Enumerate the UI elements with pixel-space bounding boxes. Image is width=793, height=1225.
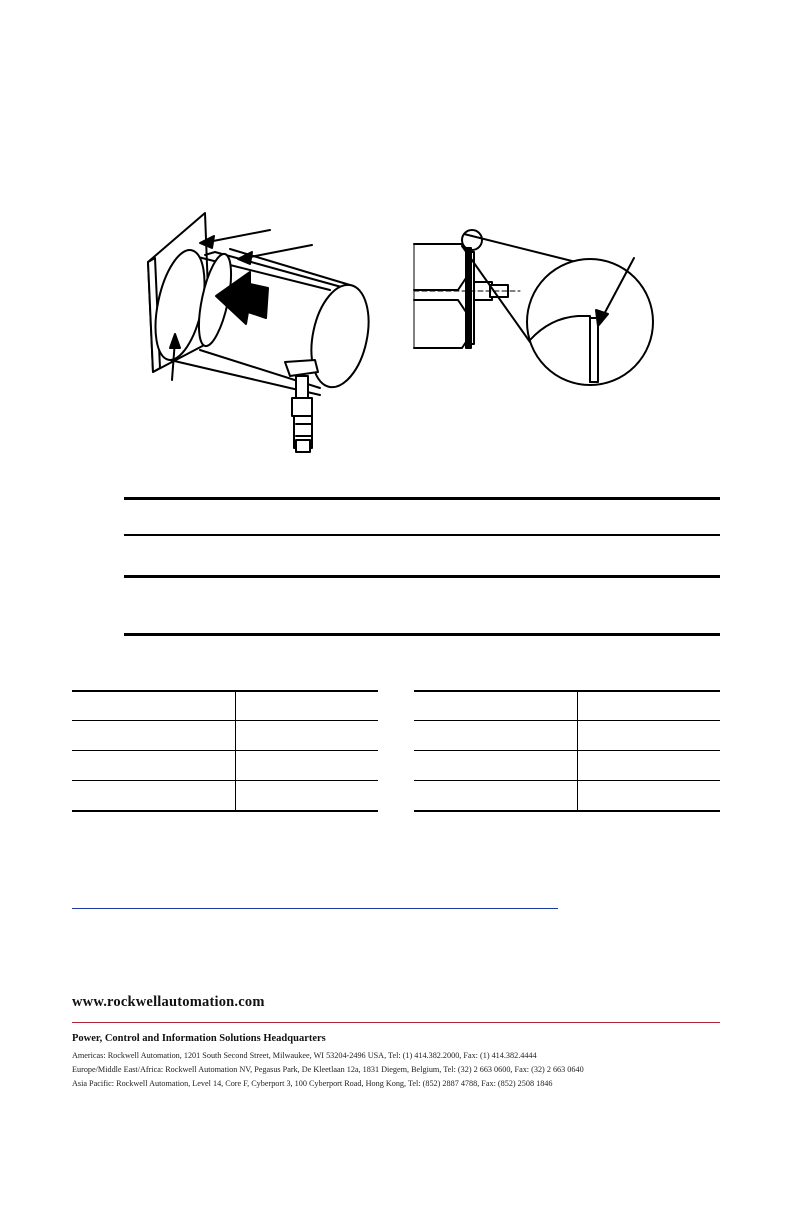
footer-website[interactable]: www.rockwellautomation.com xyxy=(72,994,265,1010)
table-row xyxy=(414,750,720,751)
note-rule-4 xyxy=(124,633,720,636)
note-rule-2 xyxy=(124,534,720,536)
encoder-cylinder xyxy=(147,246,377,395)
table-row xyxy=(414,720,720,721)
headquarters-title: Power, Control and Information Solutions Headquarters xyxy=(72,1033,326,1044)
table-row xyxy=(72,810,378,812)
table-row xyxy=(72,780,378,781)
note-rule-3 xyxy=(124,575,720,578)
footer-divider xyxy=(72,1022,720,1023)
address-emea: Europe/Middle East/Africa: Rockwell Automation NV, Pegasus Park, De Kleetlaan 12a, 1831 Diegem, Belgium, Tel: (32) 2 663 0600, Fax: (32) 2 663 0640 xyxy=(72,1065,584,1074)
address-asia-pacific: Asia Pacific: Rockwell Automation, Level 14, Core F, Cyberport 3, 100 Cyberport Road, Hong Kong, Tel: (852) 2887 4788, Fax: (852) 2508 1846 xyxy=(72,1079,553,1088)
cable-connector xyxy=(285,360,318,452)
mounting-illustration xyxy=(0,0,793,470)
table-row xyxy=(72,720,378,721)
table-row xyxy=(414,810,720,812)
table-row xyxy=(414,690,720,692)
hyperlink-underline[interactable] xyxy=(72,908,558,909)
address-americas: Americas: Rockwell Automation, 1201 South Second Street, Milwaukee, WI 53204-2496 USA, Tel: (1) 414.382.2000, Fax: (1) 414.382.4444 xyxy=(72,1051,537,1060)
note-rule-1 xyxy=(124,497,720,500)
table-row xyxy=(72,750,378,751)
table-column-divider xyxy=(235,690,236,812)
table-row xyxy=(72,690,378,692)
table-row xyxy=(414,780,720,781)
side-view xyxy=(414,230,653,385)
table-column-divider xyxy=(577,690,578,812)
